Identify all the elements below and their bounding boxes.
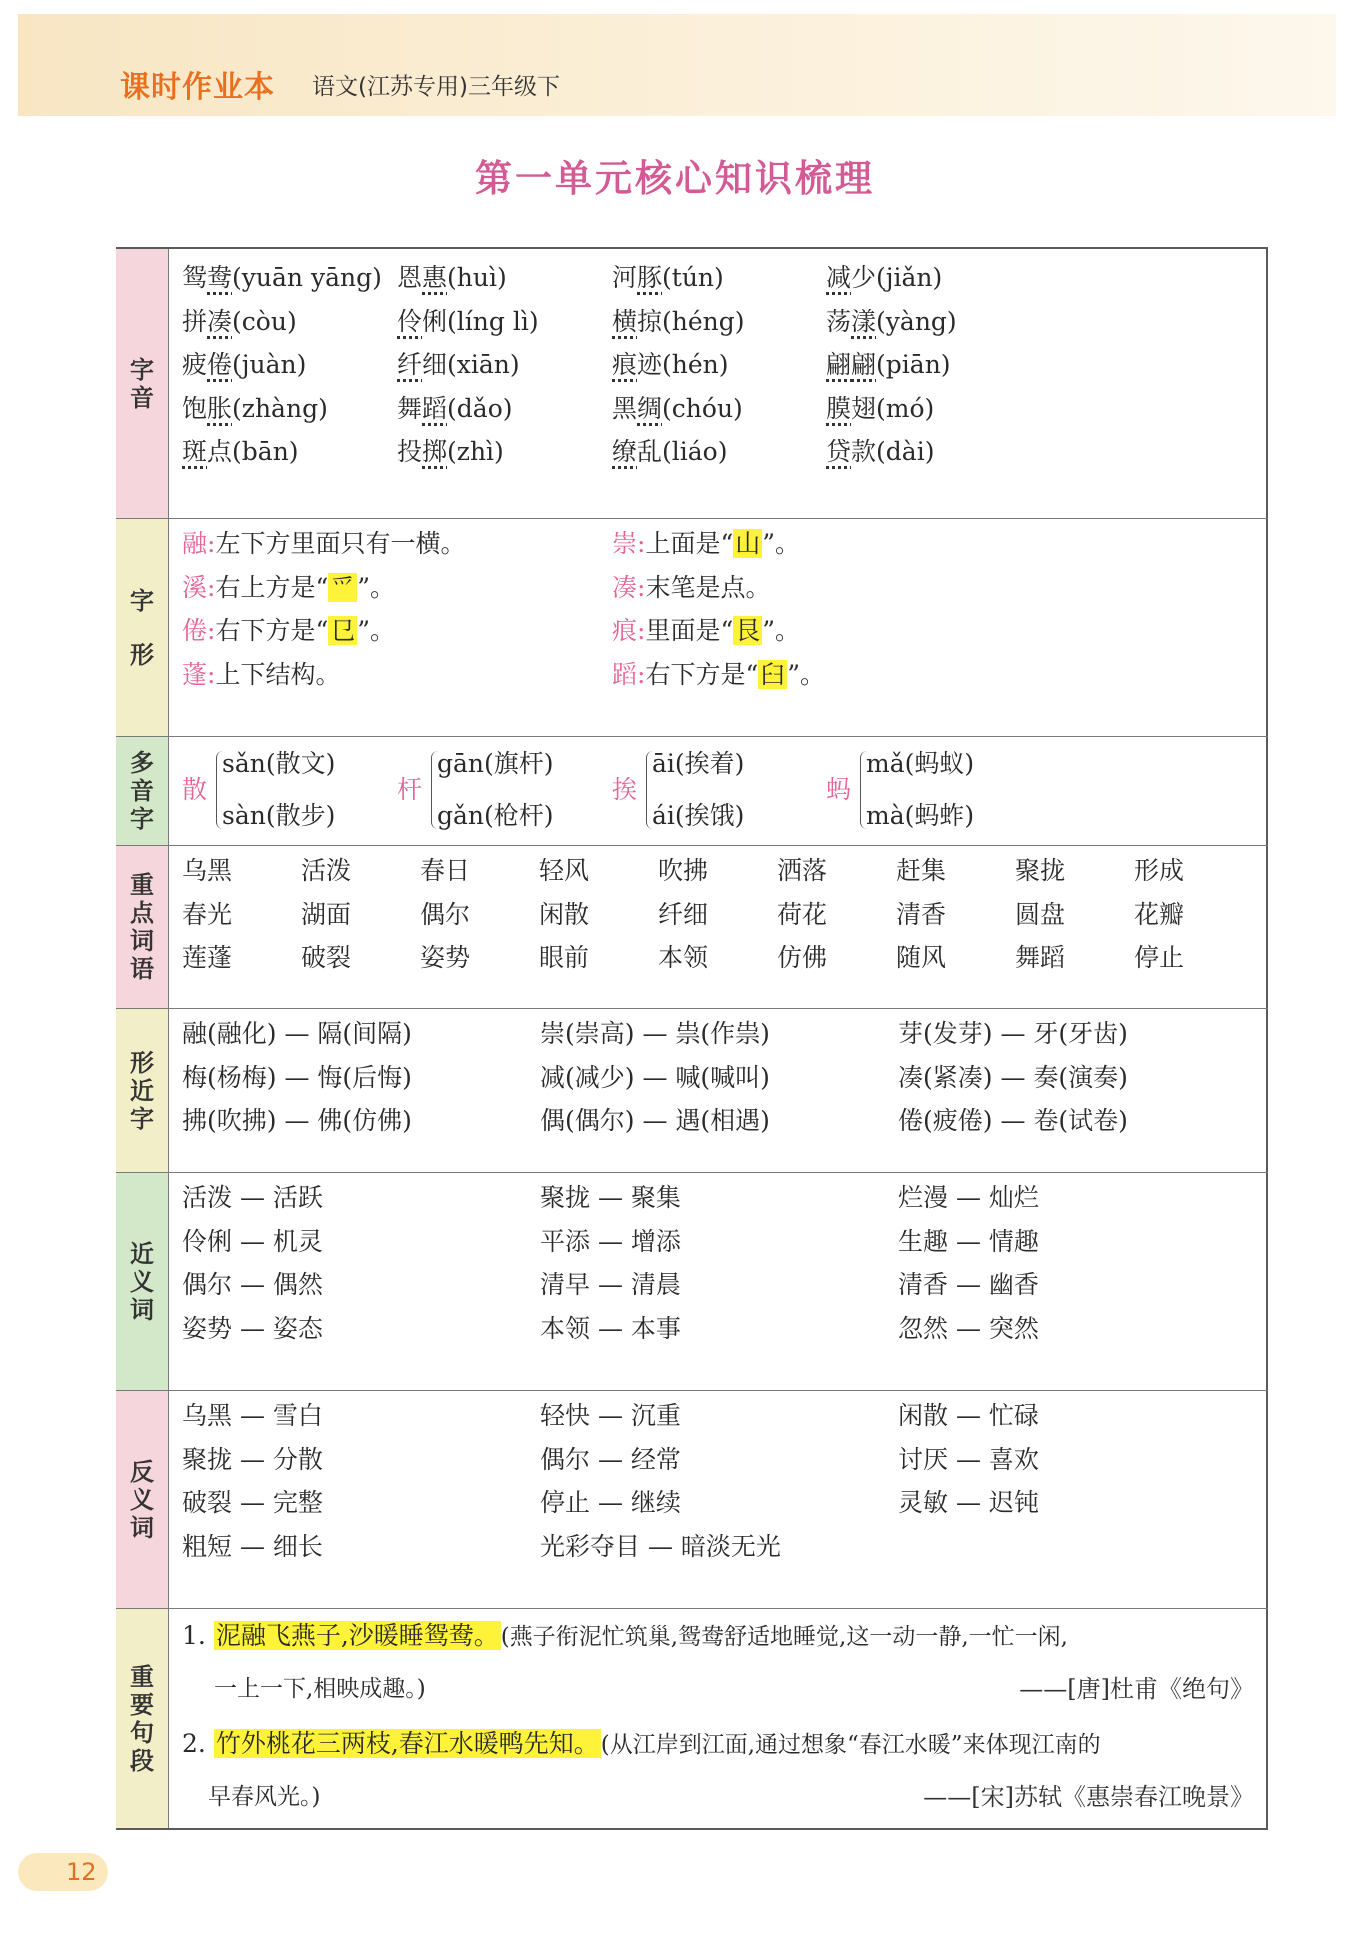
glyph-note xyxy=(612,660,825,690)
page-title: 第一单元核心知识梳理 xyxy=(475,157,875,200)
section-label-char: 音 xyxy=(130,777,154,805)
sentence-note: (从江岸到江面,通过想象“春江水暖”来体现江南的 xyxy=(600,1732,1101,1758)
keyword: 仿佛 xyxy=(777,943,828,972)
glyph-note xyxy=(182,573,395,603)
entry-char: 迹 xyxy=(637,350,663,379)
antonym-pair: 聚拢 — 分散 xyxy=(182,1444,323,1474)
glyph-char: 崇: xyxy=(612,529,646,558)
entry-char: 俐 xyxy=(422,306,448,336)
pinyin-entry xyxy=(612,394,743,424)
keyword: 春日 xyxy=(420,856,471,885)
pinyin-entry xyxy=(612,437,728,467)
section-label-char: 字 xyxy=(130,355,154,384)
pinyin-entry xyxy=(826,307,957,337)
entry-pinyin: (yàng) xyxy=(876,306,957,336)
section-label xyxy=(116,1009,169,1172)
glyph-text: ”。 xyxy=(787,659,826,689)
keyword: 洒落 xyxy=(777,856,828,885)
entry-char: 豚 xyxy=(637,263,663,292)
keyword: 破裂 xyxy=(301,943,352,972)
antonym-pair: 闲散 — 忙碌 xyxy=(898,1401,1039,1430)
pinyin-entry xyxy=(397,350,520,380)
section-similar-chars xyxy=(116,1008,1268,1172)
similar-char-pair: 融(融化) — 隔(间隔) xyxy=(182,1019,412,1048)
section-label-char: 近 xyxy=(130,1076,154,1105)
polyphone-reading: gān(旗杆) xyxy=(437,749,554,778)
keyword: 圆盘 xyxy=(1015,899,1066,929)
glyph-text: 末笔是点。 xyxy=(645,572,771,602)
section-pronunciation xyxy=(116,249,1268,518)
keyword: 眼前 xyxy=(539,943,590,972)
page-number: 12 xyxy=(18,1853,108,1891)
subject-label: 语文(江苏专用)三年级下 xyxy=(312,74,560,100)
section-label-char: 字 xyxy=(130,1104,154,1133)
synonym-pair: 聚拢 — 聚集 xyxy=(540,1183,681,1212)
entry-char: 黑 xyxy=(612,393,638,423)
entry-char: 少 xyxy=(851,263,877,292)
pinyin-entry xyxy=(397,307,539,337)
keyword: 活泼 xyxy=(301,856,352,885)
glyph-char: 倦: xyxy=(182,616,216,645)
section-label xyxy=(116,737,169,845)
glyph-note xyxy=(182,616,395,646)
keyword: 随风 xyxy=(896,943,947,972)
entry-char: 拼 xyxy=(182,306,208,336)
sentence-line xyxy=(182,1729,1101,1760)
section-label-char: 词 xyxy=(130,1513,154,1542)
antonym-pair: 轻快 — 沉重 xyxy=(540,1401,681,1430)
keyword: 湖面 xyxy=(301,899,352,929)
section-label xyxy=(116,519,169,736)
similar-char-pair: 减(减少) — 喊(喊叫) xyxy=(540,1062,770,1092)
pinyin-entry xyxy=(612,307,745,337)
entry-pinyin: (tún) xyxy=(662,263,724,292)
glyph-highlight: 㔾 xyxy=(330,616,356,645)
entry-pinyin: (bān) xyxy=(232,437,299,466)
section-label-char: 音 xyxy=(130,383,154,412)
polyphone-reading: āi(挨着) xyxy=(652,749,745,778)
keyword: 姿势 xyxy=(420,943,471,972)
keyword: 春光 xyxy=(182,899,233,929)
pinyin-entry xyxy=(826,350,951,380)
glyph-highlight: 山 xyxy=(735,529,761,558)
sentence-line xyxy=(182,1621,1068,1652)
section-label-char: 要 xyxy=(130,1690,154,1719)
section-label-char: 多 xyxy=(130,749,154,777)
polyphone-reading: ái(挨饿) xyxy=(652,801,745,830)
synonym-pair: 伶俐 — 机灵 xyxy=(182,1226,323,1256)
glyph-text: ”。 xyxy=(357,572,396,602)
brand-title: 课时作业本 xyxy=(120,70,275,105)
glyph-note xyxy=(612,573,770,603)
entry-char: 漾 xyxy=(851,306,877,336)
keyword: 停止 xyxy=(1134,943,1185,972)
sentence-number: 2. xyxy=(182,1729,214,1758)
section-polyphone xyxy=(116,736,1268,845)
entry-char: 翩 xyxy=(851,350,877,379)
pinyin-entry xyxy=(182,263,382,293)
pinyin-entry xyxy=(826,263,942,293)
entry-char: 掷 xyxy=(422,437,448,466)
sentence-highlight: 竹外桃花三两枝,春江水暖鸭先知。 xyxy=(215,1729,599,1758)
glyph-text: ”。 xyxy=(357,616,396,645)
glyph-text: 右下方是“ xyxy=(645,659,759,689)
entry-pinyin: (huì) xyxy=(447,263,507,292)
pinyin-entry xyxy=(826,394,934,424)
polyphone-char: 散 xyxy=(182,775,208,804)
polyphone-char: 挨 xyxy=(612,775,638,804)
antonym-pair: 光彩夺目 — 暗淡无光 xyxy=(540,1531,781,1561)
entry-char: 疲 xyxy=(182,350,208,379)
polyphone-reading: mà(蚂蚱) xyxy=(866,801,975,830)
synonym-pair: 烂漫 — 灿烂 xyxy=(898,1183,1039,1212)
entry-char: 斑 xyxy=(182,437,208,466)
section-label-char: 字 xyxy=(130,586,154,615)
section-label-char: 词 xyxy=(130,1295,154,1324)
synonym-pair: 活泼 — 活跃 xyxy=(182,1183,323,1212)
similar-char-pair: 偶(偶尔) — 遇(相遇) xyxy=(540,1106,770,1135)
similar-char-pair: 凑(紧凑) — 奏(演奏) xyxy=(898,1062,1128,1092)
section-label-char: 反 xyxy=(130,1457,154,1486)
glyph-char: 蓬: xyxy=(182,659,216,689)
glyph-char: 蹈: xyxy=(612,659,646,689)
entry-char: 贷 xyxy=(826,437,852,466)
glyph-char: 凑: xyxy=(612,572,646,602)
antonym-pair: 讨厌 — 喜欢 xyxy=(898,1444,1039,1474)
section-label-char: 形 xyxy=(130,1048,154,1077)
keyword: 偶尔 xyxy=(420,899,471,929)
glyph-text: 右下方是“ xyxy=(215,616,329,645)
section-label xyxy=(116,1391,169,1608)
synonym-pair: 本领 — 本事 xyxy=(540,1313,681,1343)
section-label-char: 义 xyxy=(130,1485,154,1514)
entry-char: 河 xyxy=(612,263,638,292)
section-sentences xyxy=(116,1608,1268,1828)
glyph-char: 痕: xyxy=(612,616,646,645)
section-label-char: 语 xyxy=(130,955,154,983)
keyword: 舞蹈 xyxy=(1015,943,1066,972)
entry-char: 饱 xyxy=(182,393,208,423)
section-label-char: 形 xyxy=(130,640,154,669)
sentence-line: 一上一下,相映成趣。) xyxy=(214,1676,426,1702)
polyphone-char: 蚂 xyxy=(826,775,852,804)
glyph-note xyxy=(612,616,800,646)
entry-pinyin: (hén) xyxy=(662,350,729,379)
glyph-note xyxy=(182,660,340,690)
entry-char: 伶 xyxy=(397,306,423,336)
sentence-highlight: 泥融飞燕子,沙暖睡鸳鸯。 xyxy=(215,1621,499,1650)
entry-pinyin: (juàn) xyxy=(232,350,307,379)
entry-pinyin: (còu) xyxy=(232,306,297,336)
entry-char: 鸯 xyxy=(207,263,233,292)
glyph-note xyxy=(612,529,800,559)
synonym-pair: 生趣 — 情趣 xyxy=(898,1226,1039,1256)
polyphone-reading: sǎn(散文) xyxy=(222,749,336,778)
glyph-text: ”。 xyxy=(762,616,801,645)
keyword: 清香 xyxy=(896,899,947,929)
pinyin-entry xyxy=(182,394,328,424)
antonym-pair: 破裂 — 完整 xyxy=(182,1488,323,1517)
similar-char-pair: 芽(发芽) — 牙(牙齿) xyxy=(898,1019,1128,1048)
section-label-char: 段 xyxy=(130,1746,154,1775)
entry-char: 倦 xyxy=(207,350,233,379)
keyword: 赶集 xyxy=(896,856,947,885)
section-glyph xyxy=(116,518,1268,736)
entry-pinyin: (zhàng) xyxy=(232,393,328,423)
entry-char: 缭 xyxy=(612,437,638,466)
entry-pinyin: (zhì) xyxy=(447,437,504,466)
section-label-char: 重 xyxy=(130,1662,154,1691)
polyphone-char: 杆 xyxy=(397,775,423,804)
entry-char: 翩 xyxy=(826,350,852,379)
glyph-text: 上下结构。 xyxy=(215,659,341,689)
pinyin-entry xyxy=(182,307,297,337)
section-label-char: 句 xyxy=(130,1718,154,1747)
glyph-text: 里面是“ xyxy=(645,616,734,645)
antonym-pair: 粗短 — 细长 xyxy=(182,1531,323,1561)
entry-char: 投 xyxy=(397,437,423,466)
section-label xyxy=(116,1173,169,1390)
glyph-char: 融: xyxy=(182,529,216,558)
polyphone-reading: sàn(散步) xyxy=(222,801,336,830)
entry-pinyin: (mó) xyxy=(876,393,935,423)
section-label xyxy=(116,846,169,1008)
entry-char: 蹈 xyxy=(422,393,448,423)
glyph-char: 溪: xyxy=(182,572,216,602)
section-label-char: 义 xyxy=(130,1267,154,1296)
section-keywords xyxy=(116,845,1268,1008)
entry-pinyin: (líng lì) xyxy=(447,306,539,336)
keyword: 荷花 xyxy=(777,899,828,929)
entry-char: 膜 xyxy=(826,393,852,423)
glyph-text: ”。 xyxy=(762,529,801,558)
similar-char-pair: 梅(杨梅) — 悔(后悔) xyxy=(182,1062,412,1092)
pinyin-entry xyxy=(397,263,507,293)
sentence-source: ——[宋]苏轼《惠崇春江晚景》 xyxy=(923,1783,1254,1811)
pinyin-entry xyxy=(397,437,504,467)
antonym-pair: 停止 — 继续 xyxy=(540,1488,681,1517)
entry-char: 细 xyxy=(422,350,448,379)
entry-char: 舞 xyxy=(397,393,423,423)
polyphone-reading: gǎn(枪杆) xyxy=(437,801,554,830)
entry-char: 恩 xyxy=(397,263,423,292)
section-synonyms xyxy=(116,1172,1268,1390)
keyword: 莲蓬 xyxy=(182,943,233,972)
entry-char: 鸳 xyxy=(182,263,208,292)
sentence-line: 早春风光。) xyxy=(208,1784,321,1810)
entry-pinyin: (héng) xyxy=(662,306,745,336)
entry-char: 荡 xyxy=(826,306,852,336)
antonym-pair: 灵敏 — 迟钝 xyxy=(898,1488,1039,1517)
entry-char: 凑 xyxy=(207,306,233,336)
entry-pinyin: (dài) xyxy=(876,437,935,466)
synonym-pair: 平添 — 增添 xyxy=(540,1226,681,1256)
synonym-pair: 清早 — 清晨 xyxy=(540,1270,681,1299)
section-antonyms xyxy=(116,1390,1268,1608)
glyph-text: 上面是“ xyxy=(645,529,734,558)
keyword: 乌黑 xyxy=(182,856,233,885)
section-label-char: 字 xyxy=(130,805,154,833)
entry-pinyin: (chóu) xyxy=(662,393,743,423)
entry-pinyin: (jiǎn) xyxy=(876,263,943,292)
entry-char: 惠 xyxy=(422,263,448,292)
synonym-pair: 偶尔 — 偶然 xyxy=(182,1270,323,1299)
section-label xyxy=(116,1609,169,1828)
entry-char: 纤 xyxy=(397,350,423,379)
keyword: 花瓣 xyxy=(1134,899,1185,929)
pinyin-entry xyxy=(612,350,729,380)
entry-char: 翅 xyxy=(851,393,877,423)
keyword: 轻风 xyxy=(539,856,590,885)
entry-char: 绸 xyxy=(637,393,663,423)
glyph-highlight: 爫 xyxy=(330,572,356,602)
entry-char: 款 xyxy=(851,437,877,466)
glyph-note xyxy=(182,529,465,559)
similar-char-pair: 拂(吹拂) — 佛(仿佛) xyxy=(182,1106,412,1135)
antonym-pair: 乌黑 — 雪白 xyxy=(182,1401,323,1430)
sentence-note: (燕子衔泥忙筑巢,鸳鸯舒适地睡觉,这一动一静,一忙一闲, xyxy=(500,1624,1068,1650)
entry-pinyin: (dǎo) xyxy=(447,393,513,423)
pinyin-entry xyxy=(182,437,299,467)
pinyin-entry xyxy=(397,394,513,424)
pinyin-entry xyxy=(612,263,724,293)
entry-char: 乱 xyxy=(637,437,663,466)
sentence-source: ——[唐]杜甫《绝句》 xyxy=(1019,1675,1254,1703)
keyword: 纤细 xyxy=(658,899,709,929)
pinyin-entry xyxy=(182,350,306,380)
section-label xyxy=(116,249,169,518)
glyph-text: 左下方里面只有一横。 xyxy=(215,529,466,558)
glyph-highlight: 艮 xyxy=(735,616,761,645)
entry-char: 胀 xyxy=(207,393,233,423)
entry-char: 痕 xyxy=(612,350,638,379)
synonym-pair: 忽然 — 突然 xyxy=(898,1313,1039,1343)
pinyin-entry xyxy=(826,437,934,467)
section-label-char: 词 xyxy=(130,927,154,955)
sentence-number: 1. xyxy=(182,1621,214,1650)
entry-char: 点 xyxy=(207,437,233,466)
entry-char: 掠 xyxy=(637,306,663,336)
section-label-char: 点 xyxy=(130,899,154,927)
polyphone-reading: mǎ(蚂蚁) xyxy=(866,749,975,778)
similar-char-pair: 崇(崇高) — 祟(作祟) xyxy=(540,1019,770,1048)
keyword: 吹拂 xyxy=(658,856,709,885)
section-label-char: 重 xyxy=(130,871,154,899)
keyword: 聚拢 xyxy=(1015,856,1066,885)
synonym-pair: 姿势 — 姿态 xyxy=(182,1313,323,1343)
entry-char: 减 xyxy=(826,263,852,292)
section-label-char: 近 xyxy=(130,1239,154,1268)
entry-pinyin: (liáo) xyxy=(662,437,728,466)
glyph-text: 右上方是“ xyxy=(215,572,329,602)
entry-char: 横 xyxy=(612,306,638,336)
antonym-pair: 偶尔 — 经常 xyxy=(540,1444,681,1474)
similar-char-pair: 倦(疲倦) — 卷(试卷) xyxy=(898,1106,1128,1135)
entry-pinyin: (piān) xyxy=(876,350,951,379)
keyword: 闲散 xyxy=(539,899,590,929)
keyword: 形成 xyxy=(1134,856,1185,885)
entry-pinyin: (xiān) xyxy=(447,350,520,379)
entry-pinyin: (yuān yāng) xyxy=(232,263,382,292)
synonym-pair: 清香 — 幽香 xyxy=(898,1270,1039,1299)
glyph-highlight: 臼 xyxy=(760,659,786,689)
keyword: 本领 xyxy=(658,943,709,972)
